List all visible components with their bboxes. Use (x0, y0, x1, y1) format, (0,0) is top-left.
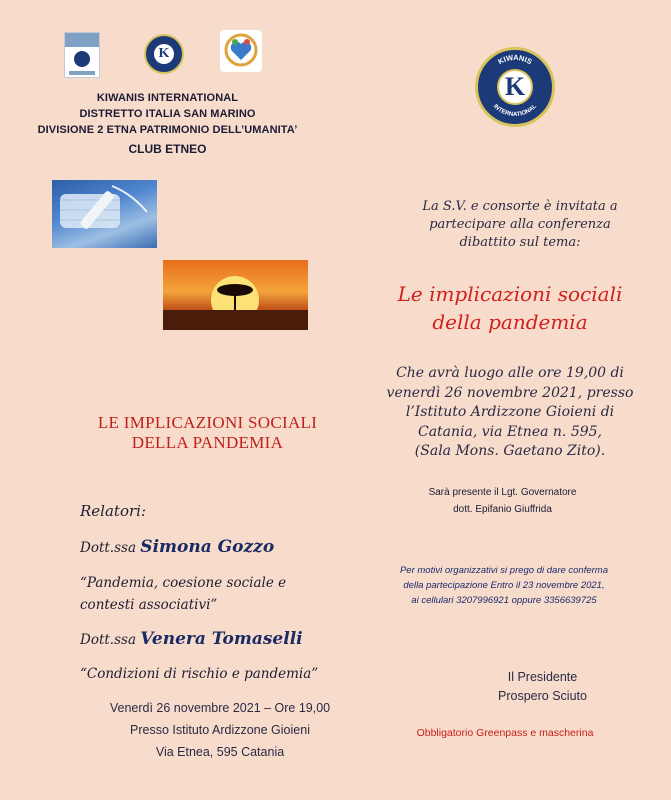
speakers-label: Relatori: (80, 502, 146, 520)
org-name: KIWANIS INTERNATIONAL (96, 92, 239, 104)
event-summary: Venerdì 26 novembre 2021 – Ore 19,00 Presso Istituto Ardizzone Gioieni Via Etnea, 595 Catania (109, 701, 331, 759)
invitation-text: La S.V. e consorte è invitata a partecipare alla conferenza dibattito sul tema: (422, 199, 618, 250)
conference-title: Le implicazioni sociali della pandemia (397, 282, 623, 334)
president-signature (470, 668, 615, 706)
speaker-2-name: Venera Tomaselli (140, 629, 303, 649)
svg-text:KIWANIS (496, 53, 533, 67)
kiwanis-international-logo: KIWANIS INTERNATIONAL K (475, 47, 555, 127)
program-title: LE IMPLICAZIONI SOCIALI DELLA PANDEMIA (97, 413, 318, 452)
kiwanis-ring-bottom: INTERNATIONAL (491, 103, 539, 118)
district-name: DISTRETTO ITALIA SAN MARINO (79, 108, 256, 120)
association-heart-logo (220, 30, 262, 72)
mask-syringe-photo (52, 180, 157, 248)
speaker-1-name: Simona Gozzo (140, 537, 275, 557)
svg-text:INTERNATIONAL (492, 103, 538, 118)
speaker-2-talk: “Condizioni di rischio e pandemia” (80, 666, 319, 682)
division-name: DIVISIONE 2 ETNA PATRIMONIO DELL’UMANITA’ (37, 124, 298, 136)
speaker-1: Dott.ssa Simona Gozzo (80, 537, 275, 557)
rsvp-note: Per motivi organizzativi si prego di dare conferma della partecipazione Entro il 23 novembre 2021, ai cellulari 3207996921 oppure 3356639725 (399, 565, 609, 606)
event-details: Che avrà luogo alle ore 19,00 di venerdì 26 novembre 2021, presso l’Istituto Ardizzone Gioieni di Catania, via Etnea n. 595, (Sala Mons. Gaetano Zito). (386, 365, 634, 459)
district-logo (64, 32, 100, 78)
president-role: Il Presidente (507, 670, 578, 684)
governor-presence: Sarà presente il Lgt. Governatore dott. Epifanio Giuffrida (428, 487, 577, 515)
sunset-tree-photo (163, 260, 308, 330)
kiwanis-ring-top: KIWANIS (496, 52, 534, 67)
speaker-2: Dott.ssa Venera Tomaselli (80, 629, 303, 649)
kiwanis-small-logo: K (144, 34, 184, 74)
president-name: Prospero Sciuto (498, 689, 587, 703)
club-name: CLUB ETNEO (128, 142, 207, 156)
greenpass-notice: Obbligatorio Greenpass e mascherina (416, 727, 594, 739)
speaker-1-talk: “Pandemia, coesione sociale e contesti associativi” (80, 575, 287, 613)
